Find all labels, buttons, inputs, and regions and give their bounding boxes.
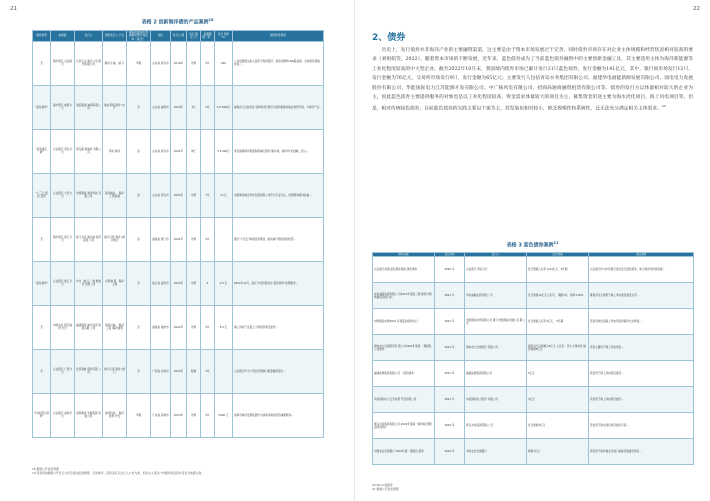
table-cell: 资金用途包括海上风电项目和海洋生态修复… bbox=[589, 309, 694, 335]
column-header: 债券名称 bbox=[373, 253, 435, 257]
table-cell: 2021 年 bbox=[435, 335, 465, 361]
table-cell: 资金用于海上风电项目建设… bbox=[589, 387, 694, 413]
table-cell: 8亿 bbox=[187, 129, 201, 173]
right-page bbox=[355, 0, 710, 501]
table-cell: 青岛水务集团有限公司 2022年度第一期中期 票据(蓝色债券) bbox=[373, 413, 435, 439]
table-cell: 中国农业 银行福州 分行 bbox=[51, 305, 75, 349]
table-cell: 深圳海洋 发展集团 有限公司 bbox=[75, 393, 103, 437]
table-cell: 2021 年 bbox=[435, 309, 465, 335]
table-cell: 2022 年 bbox=[435, 439, 465, 465]
table-cell: 中票 bbox=[187, 41, 201, 85]
table-cell: 5亿元 bbox=[527, 361, 589, 387]
table-cell: 2021年 bbox=[171, 217, 187, 261]
table-cell: 5年 bbox=[201, 85, 215, 129]
table-cell: 2021 年 bbox=[435, 387, 465, 413]
footnote-21: 21 根据公开信息整理 bbox=[372, 487, 399, 491]
table-cell bbox=[201, 129, 215, 173]
table-cell: 浙江省 温州市 bbox=[151, 261, 171, 305]
table-cell: 福建海洋 港口投资 集团有限 公司 bbox=[75, 305, 103, 349]
table-row bbox=[33, 173, 324, 217]
table-cell: 山东省 青岛市 bbox=[151, 129, 171, 173]
table-cell: 国投集团 威海有限公司 bbox=[75, 85, 103, 129]
left-footnotes bbox=[32, 467, 332, 475]
table-cell: 2019年 bbox=[171, 41, 187, 85]
table-cell: 福建省 福州市 bbox=[151, 305, 171, 349]
table-row bbox=[33, 85, 324, 129]
column-header: 债券类型 bbox=[33, 31, 51, 42]
table-cell: 山东省 威海市 bbox=[151, 85, 171, 129]
table-cell: 5000 万 bbox=[215, 393, 233, 437]
table-cell: 2022年 bbox=[171, 261, 187, 305]
table-cell: 中票 bbox=[187, 393, 201, 437]
table-cell: 资金用于海水淡化项目建设运营… bbox=[589, 413, 694, 439]
table-cell: 华能国际电力江苏能源 开发有限公司 bbox=[373, 387, 435, 413]
table-cell: 渔业养殖 海洋 /水产 bbox=[103, 85, 127, 129]
table-cell: 瑞丰银行 兴业银行 bbox=[51, 41, 75, 85]
table-row bbox=[33, 305, 324, 349]
table-cell: 兴业银行 深圳分行 bbox=[51, 393, 75, 437]
table-cell bbox=[215, 349, 233, 393]
table-cell: 否 bbox=[127, 261, 151, 305]
table-cell: 2.5 亿 bbox=[215, 261, 233, 305]
table-cell: 华能国际电力股份 有限公司 bbox=[465, 387, 527, 413]
table-header-row bbox=[33, 31, 324, 42]
table-cell: "十三五"蓝色 投资 bbox=[33, 173, 51, 217]
table-cell: 山东省 青岛市 bbox=[151, 173, 171, 217]
table-cell: 国电电力发展股份 有限公司 bbox=[465, 335, 527, 361]
table-cell: 广东省 深圳市 bbox=[151, 393, 171, 437]
table-cell: 否 bbox=[127, 85, 151, 129]
table-cell: 3年 bbox=[201, 393, 215, 437]
table-cell: 资金主要用于海上风电项目… bbox=[589, 335, 694, 361]
table-cell: 中交（浙 江）港 航建设 有限公司 bbox=[75, 261, 103, 305]
table-cell: 瑞丰银行 威海分行 bbox=[51, 85, 75, 129]
table-cell: 2020年 bbox=[171, 85, 187, 129]
right-page-number: 22 bbox=[693, 6, 700, 12]
table-cell: 2022 年 bbox=[435, 413, 465, 439]
table-row bbox=[33, 393, 324, 437]
table-cell: 青岛碧 海海洋 有限公司 bbox=[75, 129, 103, 173]
table-2-title-text: 表格 2 创新海洋债的产品案例 bbox=[141, 19, 209, 26]
table-cell: 7年 bbox=[201, 173, 215, 217]
table-row bbox=[373, 439, 694, 465]
table-cell: 2021 年 bbox=[435, 283, 465, 309]
table-cell: 无 bbox=[33, 41, 51, 85]
table-row bbox=[373, 283, 694, 309]
table-3-title-text: 表格 3 蓝色债券案例 bbox=[506, 242, 554, 249]
table-row bbox=[373, 335, 694, 361]
table-cell: "蓝色碳汇债" bbox=[33, 129, 51, 173]
table-cell: 福建能源集团有限公司 （蓝色债券） bbox=[373, 361, 435, 387]
table-cell: 中国农业发展银行 2022年第一期蓝色 债券 bbox=[373, 439, 435, 465]
table-cell: 否 bbox=[127, 305, 151, 349]
table-cell: 是 bbox=[127, 217, 151, 261]
table-cell: 中票 bbox=[187, 261, 201, 305]
table-cell: 无 bbox=[33, 217, 51, 261]
table-cell: 3年 bbox=[201, 41, 215, 85]
column-header: 发行人 bbox=[75, 31, 103, 42]
table-3-title bbox=[355, 241, 710, 249]
table-cell: 公众层面相关投入投资于海洋经济、建造双燃料LNG散货船，支持绿色船舶改造… bbox=[233, 41, 324, 85]
table-cell: 平税 bbox=[127, 41, 151, 85]
table-cell: 无 bbox=[33, 349, 51, 393]
table-cell: 3.5 000万 bbox=[215, 129, 233, 173]
table-cell: 13 亿 bbox=[215, 173, 233, 217]
table-cell: 海上风电产业链上下游投资项目建设… bbox=[233, 305, 324, 349]
table-2-title-note: 18 bbox=[208, 18, 214, 22]
table-cell: 港口运营 海洋 /港口 bbox=[103, 349, 127, 393]
table-cell: 海洋运输、 海洋工程 /海洋建筑 bbox=[103, 305, 127, 349]
table-row bbox=[373, 387, 694, 413]
table-cell: 是 bbox=[127, 129, 151, 173]
right-footnotes bbox=[372, 483, 672, 491]
table-cell: 兴业银行作为广西北部湾港口配套融资银行… bbox=[233, 349, 324, 393]
table-cell: 深圳市海洋发展集团作为深圳市海洋经济重要载体… bbox=[233, 393, 324, 437]
table-cell: 发行规模3亿元 bbox=[527, 413, 589, 439]
table-cell: 2021年 bbox=[171, 173, 187, 217]
table-cell: "科技蓝色 债券" bbox=[33, 393, 51, 437]
table-cell: 通过"十四五"海洋经济规划，推动港口物流绿色转型… bbox=[233, 217, 324, 261]
left-page-number: 21 bbox=[10, 6, 17, 12]
table-cell: 厦门中远 海运港 投资有限 公司 bbox=[75, 217, 103, 261]
table-cell: "蓝色债券" bbox=[33, 85, 51, 129]
column-header: 发行日 期 bbox=[171, 31, 187, 42]
table-cell: 国电电力发展股份有 限公司2021年度第 一期绿色公司债券 bbox=[373, 335, 435, 361]
table-cell: 发行规模人民币 6.04亿元，3年期 bbox=[527, 257, 589, 283]
table-3-title-note: 21 bbox=[553, 241, 559, 245]
table-cell: 兴业银行 大连分行 bbox=[51, 173, 75, 217]
table-cell: 华电福新能源有限公 司2021年度第二期 绿色中期票据(蓝色债 券) bbox=[373, 283, 435, 309]
table-cell: 2023年 bbox=[171, 393, 187, 437]
column-header: 募集资金投向 明确海洋经济 相关吗（是/否） bbox=[127, 31, 151, 42]
table-cell: 短融 bbox=[187, 349, 201, 393]
table-cell: 兴业银行 广西分行 bbox=[51, 349, 75, 393]
table-cell: 2022年12月，浙江中交积极落实"蓝色债券"政策要求… bbox=[233, 261, 324, 305]
table-cell: 北部湾港 股份有限 公司 bbox=[75, 349, 103, 393]
table-cell: 募集资金主要用于海上风电项目建设运营… bbox=[589, 283, 694, 309]
table-row bbox=[33, 261, 324, 305]
table-cell: 3年 bbox=[201, 349, 215, 393]
column-header: 债券资金用途 bbox=[233, 31, 324, 42]
table-cell: 2021 年 bbox=[435, 361, 465, 387]
table-cell: 200 bbox=[215, 41, 233, 85]
column-header: 到期期 限（年） bbox=[201, 31, 215, 42]
section-title: 2、债券 bbox=[372, 33, 406, 43]
table-cell: 海洋科技、 海洋资源 开发 bbox=[103, 393, 127, 437]
table-cell: 港口运营 海洋 /港口航运 bbox=[103, 217, 127, 261]
table-cell: 3亿元 bbox=[527, 387, 589, 413]
footnote-18: 18 根据公开信息整理 bbox=[32, 467, 59, 471]
bond-paragraph bbox=[372, 46, 693, 114]
column-header: 地区 bbox=[151, 31, 171, 42]
table-cell: 平税 bbox=[127, 393, 151, 437]
table-cell: 兴业银行首期 蓝色债券国际 绿色债券 bbox=[373, 257, 435, 283]
table-cell: 兴业银行 浙江分行 bbox=[51, 261, 75, 305]
table-cell: 3年 bbox=[201, 305, 215, 349]
table-cell: 长荣长山 海运公司 股份有限公司 bbox=[75, 41, 103, 85]
table-cell: 中票 bbox=[187, 217, 201, 261]
table-cell bbox=[215, 217, 233, 261]
table-cell: 规模1亿元 bbox=[527, 439, 589, 465]
table-cell: 5.5 亿 bbox=[215, 305, 233, 349]
column-header: 项目说明 bbox=[589, 253, 694, 257]
footnote-19: 19 资金用途根据公开发行文件及相关报道整理，仅供参考，投资者应以发行人公告为准，如有出入请以"中国债券信息网"等官方披露为准。 bbox=[32, 471, 205, 475]
table-cell: 水利港 湾、海洋 工程 bbox=[103, 261, 127, 305]
blue-bond-case-table bbox=[372, 252, 694, 465]
table-cell: 海洋渔业 、海洋工 程装备 bbox=[103, 173, 127, 217]
column-header: 发行人 bbox=[465, 253, 527, 257]
table-cell: 广西省 北海市 bbox=[151, 349, 171, 393]
table-cell: 发行规模人民币3亿元， 5年期 bbox=[527, 309, 589, 335]
column-header: 发行时间 bbox=[435, 253, 465, 257]
table-cell: 中国国家电网2021 年度蓝色债券发行 bbox=[373, 309, 435, 335]
column-header: 承销商 bbox=[51, 31, 75, 42]
column-header: 债券发行人 产业 bbox=[103, 31, 127, 42]
table-cell: 2021年 bbox=[171, 129, 187, 173]
table-cell: 兴业银行 青岛分行 bbox=[51, 129, 75, 173]
table-cell: 无 bbox=[33, 305, 51, 349]
table-cell: 资金用于海上风电项目建设… bbox=[589, 361, 694, 387]
table-cell: 福建省 厦门市 bbox=[151, 217, 171, 261]
table-cell: 否 bbox=[127, 349, 151, 393]
table-cell: 2020 年 bbox=[435, 257, 465, 283]
table-cell: 2022年 bbox=[171, 305, 187, 349]
column-header: 发行 额（亿 元） bbox=[187, 31, 201, 42]
table-cell: 威海市人民政府在"海洋牧场"建设方面积极推动渔业转型升级，与海洋产业… bbox=[233, 85, 324, 129]
table-row bbox=[33, 349, 324, 393]
table-cell: 中票 bbox=[187, 173, 201, 217]
table-cell: "蓝色债券" bbox=[33, 261, 51, 305]
table-cell: 5 bbox=[201, 261, 215, 305]
table-cell: 3亿 bbox=[187, 85, 201, 129]
table-cell: 青岛水务集团有限公 司 bbox=[465, 413, 527, 439]
table-2-title bbox=[0, 18, 355, 26]
table-cell: 海洋运 输、港 口 bbox=[103, 41, 127, 85]
table-cell: 2022年 bbox=[171, 349, 187, 393]
table-cell: 中国海洋渔业科技发展有限公司作为行业龙头，统筹规划海洋装备… bbox=[233, 173, 324, 217]
column-header: 发行规模 bbox=[527, 253, 589, 257]
column-header: 发行 利率（%） bbox=[215, 31, 233, 42]
table-cell: 风电 海洋 bbox=[103, 129, 127, 173]
table-cell: 兴业银行作为中资银行首次发行蓝色债券，助力海洋可持续发展… bbox=[589, 257, 694, 283]
table-cell: 资金用于海洋渔业及港口基础设施建设项目… bbox=[589, 439, 694, 465]
table-cell: 青岛碧海海洋集团积极响应国家"碳达峰、碳中和"的战略，投入… bbox=[233, 129, 324, 173]
table-cell: 福建能源集团有限公司 bbox=[465, 361, 527, 387]
table-cell: 债券发行总规模为5亿元 人民币，其中上网电价 融资规模5亿元 bbox=[527, 335, 589, 361]
table-row bbox=[373, 257, 694, 283]
table-cell: 3.9 2000万 bbox=[215, 85, 233, 129]
table-cell: 华电福新能源有限公 司 bbox=[465, 283, 527, 309]
table-cell: 是 bbox=[127, 173, 151, 217]
table-row bbox=[33, 41, 324, 85]
table-cell: 中国国家电网有限公司 旗下中国国际(香港) 有 限公司 bbox=[465, 309, 527, 335]
table-cell: 山东省 青岛市 bbox=[151, 41, 171, 85]
footnote-20: 20 Wind 数据库 bbox=[372, 483, 393, 487]
table-cell: 瑞丰银行 厦门分行 bbox=[51, 217, 75, 261]
bond-paragraph-text: 历史上，发行债券并非海洋产业的主要融资渠道，这主要是由于资本市场发展过于完善，同时债券市场存在对企业主体规模和经营状况相对较高的要求（刘娟娟等，2022）。随着资本市场的不断发展，近年来，蓝色债券成为了当前蓝色债券融资中的主要创新金融工具，其主要适用主体为海洋新能源等工业化程度较高的中大型企业。截至2022年10月末，我国境内债券市场已累计发行21只蓝色债券，发行金额为141亿元，其中，银行间市场发行12只，发行金额为76亿元，交易所市场发行9只，发行金额为65亿元；主要发行人包括青岛水务集团有限公司、福建华电福能新源发展有限公司、国电电力发展股份有限公司、华能国际电力江苏能源开发有限公司、中广核风电有限公司、招商局通商融资租赁有限公司等。债券的发行方以体量相对较大的企业为主，因此蓝色债券主要提供服务的对象也是以工业化程度较高、资金需求体量较大的项目为主，募集资金用途主要为海水淡化项目，海上风电项目等。但是，相对传统绿色债券，目前蓝色债券的实践主要以个案为主，其发展也相对较小，缺乏规模性和系统性，还无法充分满足相关主体需求。 bbox=[372, 48, 693, 113]
blue-bond-product-table bbox=[32, 30, 324, 438]
table-cell: 发行规模10亿元人民币， 期限3年，利率3.05% bbox=[527, 283, 589, 309]
paragraph-note: 20 bbox=[661, 104, 666, 109]
table-cell: 中票 bbox=[187, 305, 201, 349]
table-row bbox=[373, 309, 694, 335]
table-cell: 中国海防 海洋科技 有限公司 bbox=[75, 173, 103, 217]
table-row bbox=[373, 361, 694, 387]
table-cell: 中国农业发展银行 bbox=[465, 439, 527, 465]
table-row bbox=[33, 129, 324, 173]
table-cell: 5年 bbox=[201, 217, 215, 261]
table-row bbox=[373, 413, 694, 439]
table-cell: 兴业银行 青岛分行 bbox=[465, 257, 527, 283]
table-row bbox=[33, 217, 324, 261]
